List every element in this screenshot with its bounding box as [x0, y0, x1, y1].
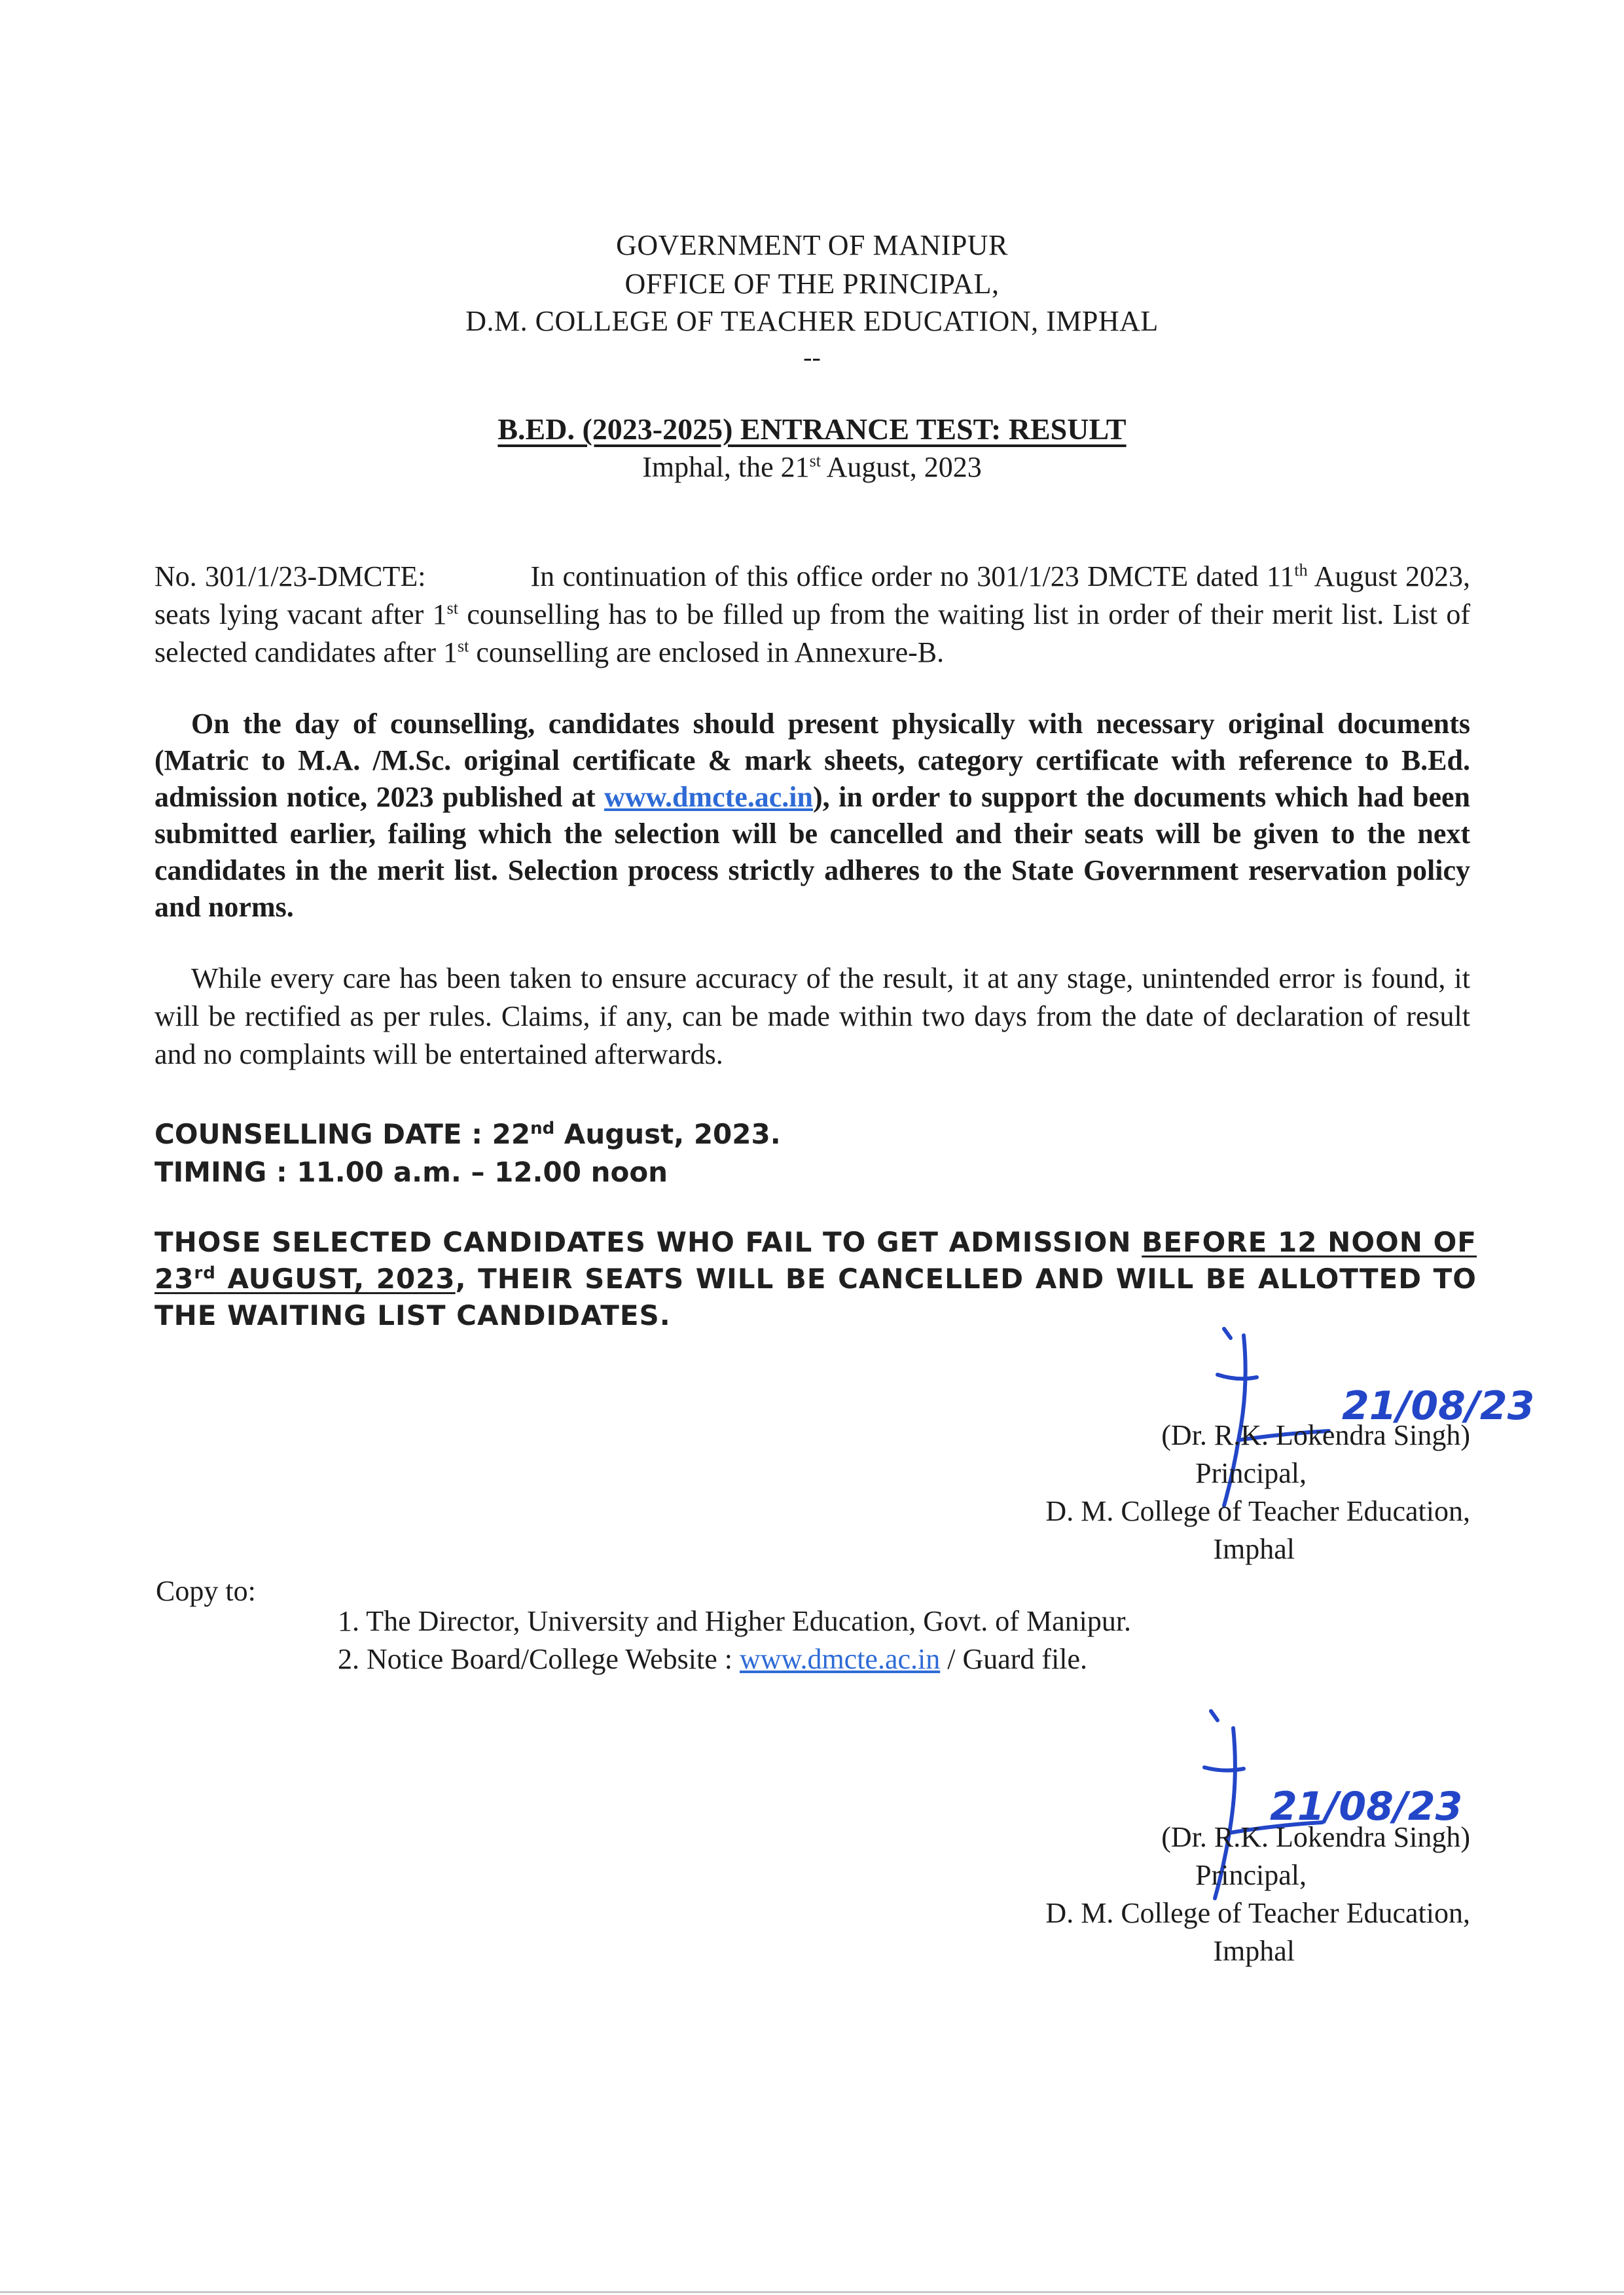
signatory-designation: Principal, [1195, 1457, 1307, 1489]
admission-deadline-notice: THOSE SELECTED CANDIDATES WHO FAIL TO GET ADMISSION BEFORE 12 NOON OF 23rd AUGUST, 2023, THEIR SEATS WILL BE CANCELLED AND WILL BE ALLOTTED TO THE WAITING LIST CANDIDATES. [154, 1226, 1477, 1331]
signatory-place: Imphal [1213, 1533, 1295, 1565]
signature-1-date: 21/08/23 [1342, 1383, 1535, 1429]
copy-to-list [338, 1602, 1131, 1678]
header-office: OFFICE OF THE PRINCIPAL, [624, 268, 1000, 300]
counselling-timing: TIMING : 11.00 a.m. – 12.00 noon [154, 1156, 668, 1188]
copy-item-notice-board: 2. Notice Board/College Website : www.dmcte.ac.in / Guard file. [338, 1643, 1088, 1675]
paragraph-counselling-instructions: On the day of counselling, candidates should present physically with necessary original documents (Matric to M.A. /M.Sc. original certificate & mark sheets, category certificate with reference to B.Ed. admission notice, 2023 published at www.dmcte.ac.in), in order to support the documents which had been submitted earlier, failing which the selection will be cancelled and their seats will be given to the next candidates in the merit list. Selection process strictly adheres to the State Government reservation policy and norms. [154, 708, 1470, 923]
signature-block-2 [916, 1818, 1470, 1970]
header-college: D.M. COLLEGE OF TEACHER EDUCATION, IMPHAL [465, 305, 1159, 337]
counselling-date: COUNSELLING DATE : 22nd August, 2023. [154, 1118, 781, 1150]
signatory-college: D. M. College of Teacher Education, [1045, 1897, 1470, 1929]
college-website-link[interactable]: www.dmcte.ac.in [739, 1643, 941, 1675]
signature-2-date: 21/08/23 [1270, 1784, 1463, 1830]
date-line: Imphal, the 21st August, 2023 [642, 451, 982, 483]
copy-to-label: Copy to: [156, 1575, 256, 1607]
page-bottom-edge [0, 2291, 1624, 2293]
header-separator: -- [803, 342, 821, 372]
copy-item-director: 1. The Director, University and Higher Education, Govt. of Manipur. [338, 1605, 1132, 1637]
reference-number: No. 301/1/23-DMCTE: [154, 560, 426, 592]
signature-block-1 [916, 1417, 1470, 1568]
signatory-designation: Principal, [1195, 1859, 1307, 1891]
signatory-college: D. M. College of Teacher Education, [1045, 1495, 1470, 1527]
paragraph-disclaimer: While every care has been taken to ensure accuracy of the result, it at any stage, unintended error is found, it will be rectified as per rules. Claims, if any, can be made within two days from the date of declaration of result and no complaints will be entertained afterwards. [154, 962, 1470, 1070]
document-title: B.ED. (2023-2025) ENTRANCE TEST: RESULT [497, 412, 1127, 446]
paragraph-continuation: No. 301/1/23-DMCTE: In continuation of this office order no 301/1/23 DMCTE dated 11th August 2023, seats lying vacant after 1st counselling has to be filled up from the waiting list in order of their merit list. List of selected candidates after 1st counselling are enclosed in Annexure-B. [154, 560, 1471, 668]
signatory-place: Imphal [1213, 1935, 1295, 1967]
signatory-name: (Dr. R.K. Lokendra Singh) [1161, 1419, 1470, 1451]
website-link[interactable]: www.dmcte.ac.in [604, 781, 814, 813]
signatory-name: (Dr. R.K. Lokendra Singh) [1161, 1821, 1470, 1853]
header-government: GOVERNMENT OF MANIPUR [616, 229, 1008, 261]
